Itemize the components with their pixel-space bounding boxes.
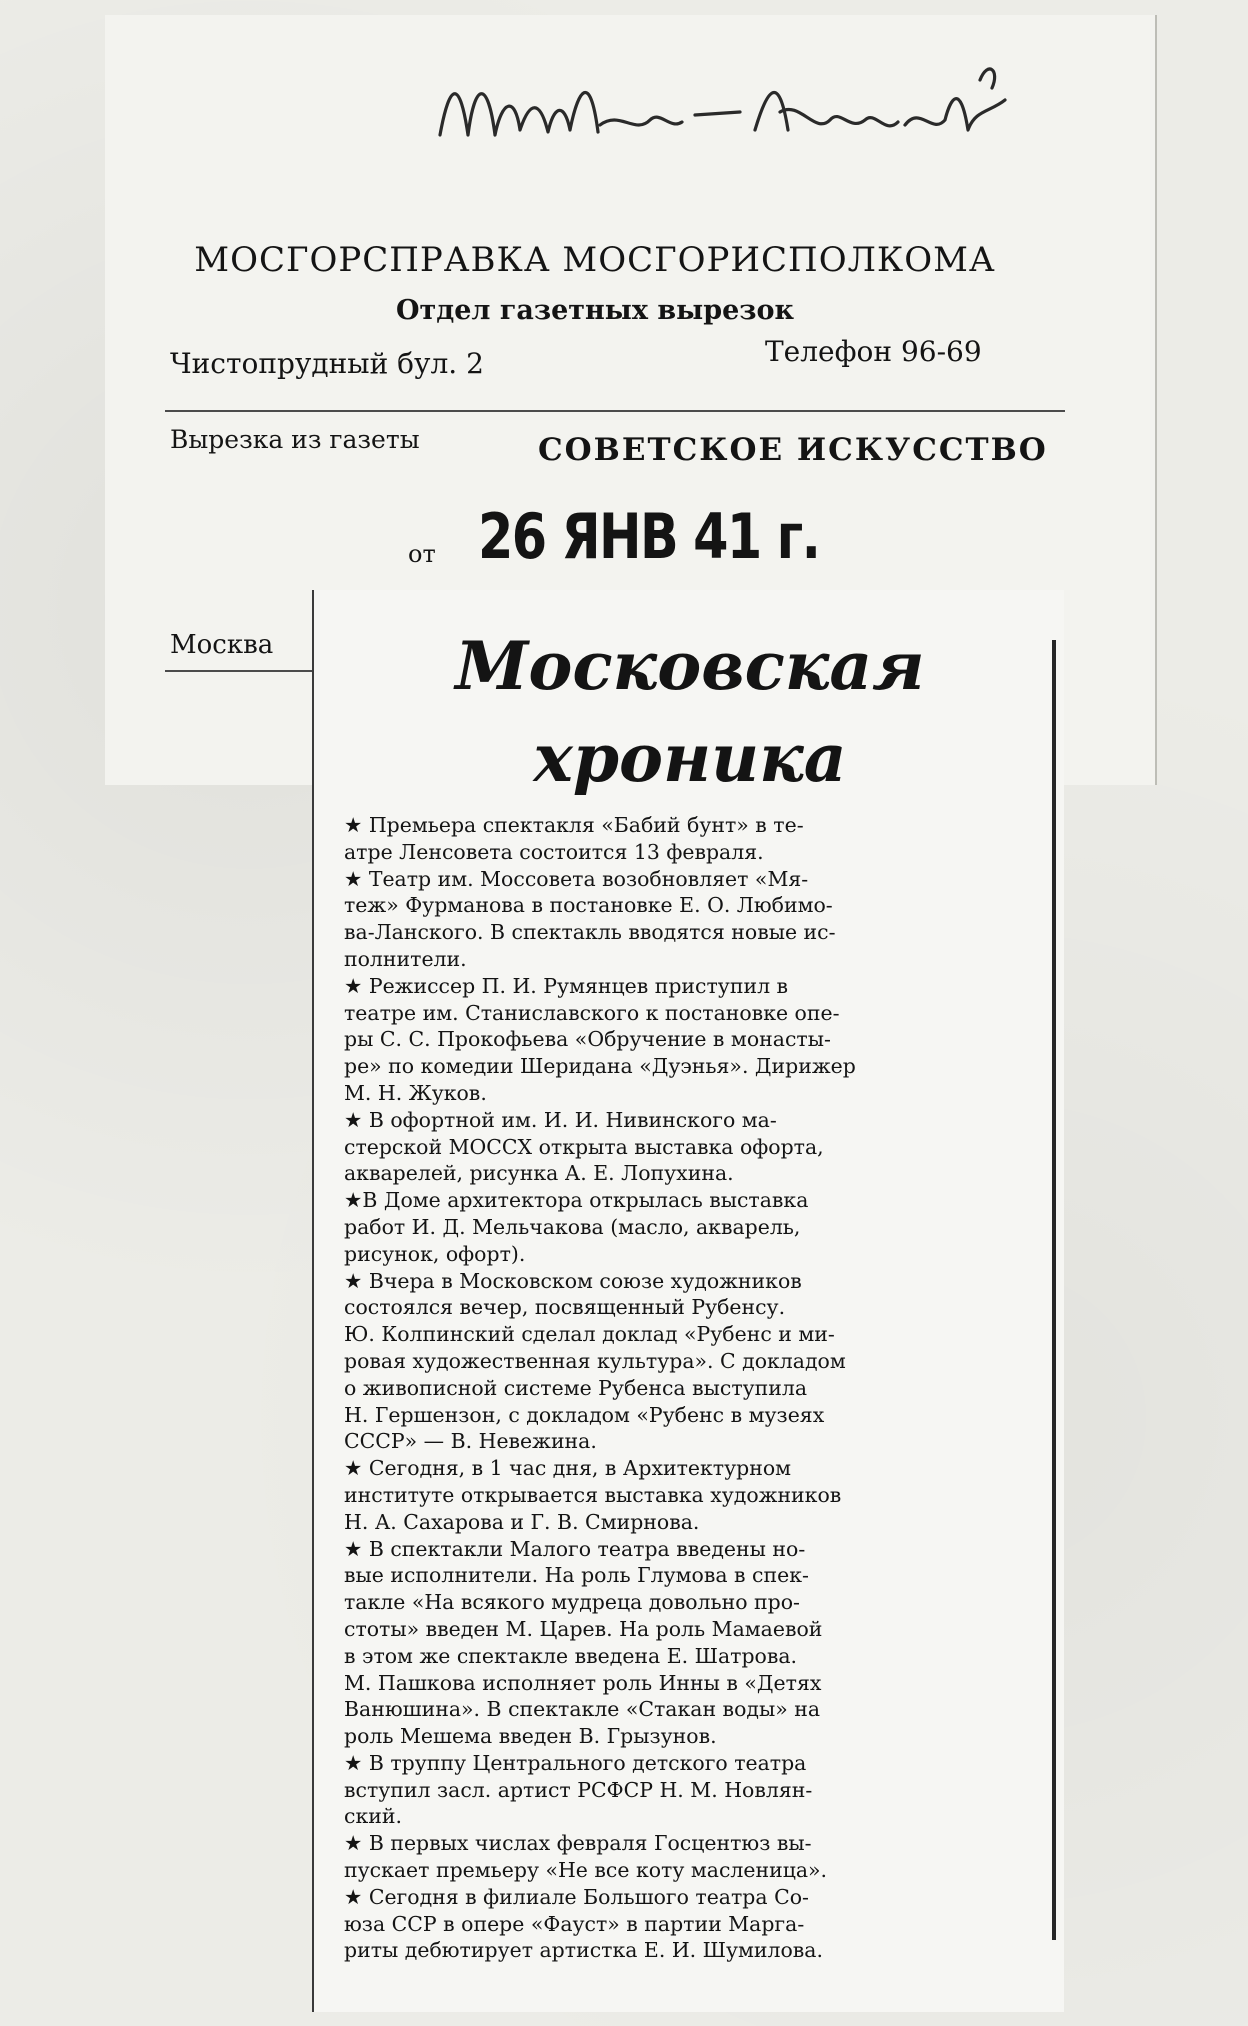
article-line: акварелей, рисунка А. Е. Лопухина.	[344, 1161, 734, 1186]
newspaper-name: СОВЕТСКОЕ ИСКУССТВО	[538, 432, 1048, 468]
article-line: рисунок, офорт).	[344, 1241, 526, 1266]
city-label: Москва	[170, 630, 274, 660]
article-line: ский.	[344, 1804, 402, 1829]
article-line: ★ Премьера спектакля «Бабий бунт» в те-	[344, 813, 804, 837]
article-line: ★ Режиссер П. И. Румянцев приступил в	[344, 973, 789, 998]
article-line: стоты» введен М. Царев. На роль Мамаевой	[344, 1616, 823, 1641]
article-line: работ И. Д. Мельчакова (масло, акварель,	[344, 1214, 801, 1239]
department-heading: Отдел газетных вырезок	[396, 295, 794, 326]
article-line: о живописной системе Рубенса выступила	[344, 1375, 808, 1400]
article-line: атре Ленсовета состоится 13 февраля.	[344, 839, 764, 864]
article-line: ★ В первых числах февраля Госцентюз вы-	[344, 1831, 812, 1856]
article-line: СССР» — В. Невежина.	[344, 1429, 597, 1454]
article-line: ★ В труппу Центрального детского театра	[344, 1750, 807, 1775]
article-line: ★ Вчера в Московском союзе художников	[344, 1268, 802, 1293]
article-line: ★ В офортной им. И. И. Нивинского ма-	[344, 1107, 777, 1132]
article-line: в этом же спектакле введена Е. Шатрова.	[344, 1643, 798, 1668]
divider	[165, 410, 1065, 412]
organization-heading: МОСГОРСПРАВКА МОСГОРИСПОЛКОМА	[194, 240, 996, 280]
clipping-edge	[1052, 640, 1056, 1940]
article-line: ре» по комедии Шеридана «Дуэнья». Дирижер	[344, 1054, 856, 1079]
article-line: теж» Фурманова в постановке Е. О. Любимо-	[344, 893, 833, 918]
article-line: М. Пашкова исполняет роль Инны в «Детях	[344, 1670, 822, 1695]
article-line: риты дебютирует артистка Е. И. Шумилова.	[344, 1938, 823, 1963]
article-body	[344, 812, 1064, 1964]
date-stamp: 26 ЯНВ 41 г.	[478, 500, 820, 573]
article-line: состоялся вечер, посвященный Рубенсу.	[344, 1295, 786, 1320]
article-line: такле «На всякого мудреца довольно про-	[344, 1590, 800, 1615]
article-line: театре им. Станиславского к постановке опе-	[344, 1000, 840, 1025]
article-line: институте открывается выставка художников	[344, 1482, 842, 1507]
article-title-line: хроника	[533, 719, 847, 797]
city-divider	[165, 670, 313, 672]
handwritten-note-image	[420, 40, 1020, 170]
address-text: Чистопрудный бул. 2	[170, 347, 484, 380]
article-line: ★ Сегодня, в 1 час дня, в Архитектурном	[344, 1456, 792, 1481]
article-line: ры С. С. Прокофьева «Обручение в монасты-	[344, 1027, 831, 1052]
article-line: роль Мешема введен В. Грызунов.	[344, 1724, 717, 1749]
article-line: ★ В спектакли Малого театра введены но-	[344, 1536, 806, 1561]
article-line: вые исполнители. На роль Глумова в спек-	[344, 1563, 809, 1588]
article-line: полнители.	[344, 946, 467, 971]
article-line: Ю. Колпинский сделал доклад «Рубенс и ми-	[344, 1322, 835, 1347]
article-line: ★ Сегодня в филиале Большого театра Со-	[344, 1884, 809, 1909]
clipping-label: Вырезка из газеты	[170, 425, 420, 454]
article-line: ва-Ланского. В спектакль вводятся новые ис-	[344, 920, 836, 945]
article-line: ★В Доме архитектора открылась выставка	[344, 1188, 809, 1213]
article-line: вступил засл. артист РСФСР Н. М. Новлян-	[344, 1777, 813, 1802]
article-line: пускает премьеру «Не все коту масленица».	[344, 1858, 828, 1883]
newspaper-clipping	[312, 590, 1064, 2012]
article-line: ★ Театр им. Моссовета возобновляет «Мя-	[344, 866, 809, 891]
article-line: Н. А. Сахарова и Г. В. Смирнова.	[344, 1509, 700, 1534]
article-line: Н. Гершензон, с докладом «Рубенс в музеях	[344, 1402, 825, 1427]
article-line: М. Н. Жуков.	[344, 1080, 487, 1105]
article-title	[314, 620, 1066, 804]
article-line: стерской МОССХ открыта выставка офорта,	[344, 1134, 824, 1159]
article-line: Ванюшина». В спектакле «Стакан воды» на	[344, 1697, 821, 1722]
article-title-line: Московская	[455, 627, 925, 705]
phone-text: Телефон 96-69	[765, 335, 982, 368]
date-prefix: от	[408, 540, 436, 568]
article-line: ровая художественная культура». С докладом	[344, 1348, 846, 1373]
article-line: юза ССР в опере «Фауст» в партии Марга-	[344, 1911, 805, 1936]
